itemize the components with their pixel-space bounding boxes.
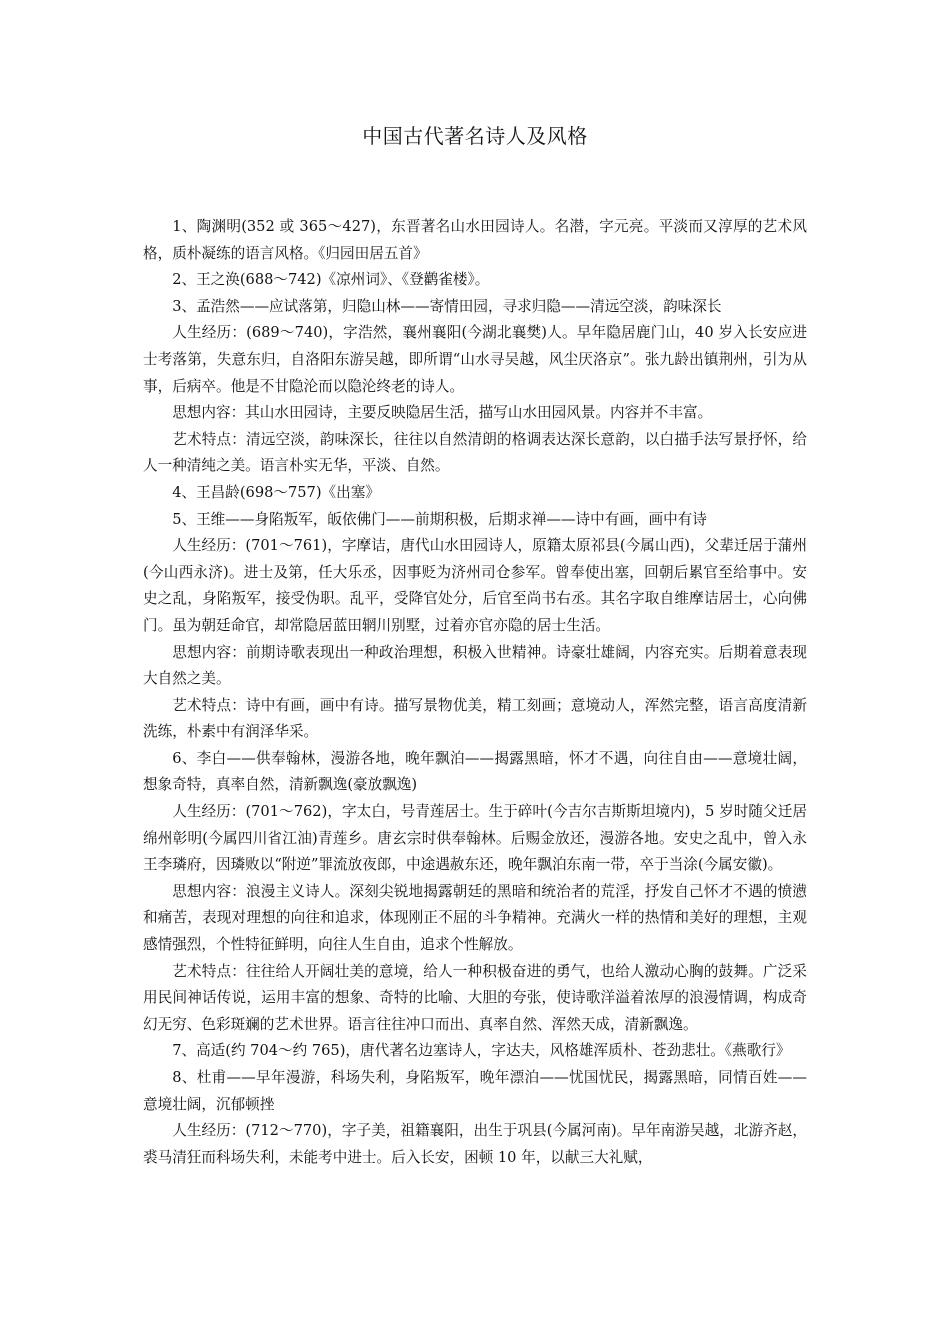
- document-body: [143, 214, 807, 1171]
- paragraph: 思想内容：前期诗歌表现出一种政治理想，积极入世精神。诗豪壮雄阔，内容充实。后期着意表现大自然之美。: [143, 643, 807, 688]
- paragraph: 人生经历：(712～770)，字子美，祖籍襄阳，出生于巩县(今属河南)。早年南游吴越，北游齐赵，裘马清狂而科场失利，未能考中进士。后入长安，困顿 10 年，以献三大礼赋，: [143, 1122, 807, 1166]
- paragraph: 8、杜甫——早年漫游，科场失利，身陷叛军，晚年漂泊——忧国忧民，揭露黑暗，同情百姓——意境壮阔，沉郁顿挫: [143, 1069, 807, 1113]
- paragraph: 思想内容：其山水田园诗，主要反映隐居生活，描写山水田园风景。内容并不丰富。: [172, 404, 713, 422]
- paragraph: 思想内容：浪漫主义诗人。深刻尖锐地揭露朝廷的黑暗和统治者的荒淫，抒发自己怀才不遇的愤懑和痛苦，表现对理想的向往和追求，体现刚正不屈的斗争精神。充满火一样的热情和美好的理想，主观感情强烈，个性特征鲜明，向往人生自由，追求个性解放。: [143, 882, 807, 954]
- paragraph: 艺术特点：诗中有画，画中有诗。描写景物优美，精工刻画；意境动人，浑然完整，语言高度清新洗练，朴素中有润泽华采。: [143, 696, 807, 741]
- paragraph: 7、高适(约 704～约 765)，唐代著名边塞诗人，字达夫，风格雄浑质朴、苍劲悲壮。《燕歌行》: [172, 1042, 791, 1060]
- paragraph: 人生经历：(701～761)，字摩诘，唐代山水田园诗人，原籍太原祁县(今属山西)，父辈迁居于蒲州(今山西永济)。进士及第，任大乐丞，因事贬为济州司仓参军。曾奉使出塞，回朝后累官至给事中。安史之乱，身陷叛军，接受伪职。乱平，受降官处分，后官至尚书右丞。其名字取自维摩诘居士，心向佛门。虽为朝廷命官，却常隐居蓝田辋川别墅，过着亦官亦隐的居士生活。: [143, 537, 807, 634]
- paragraph: 4、王昌龄(698～757)《出塞》: [172, 483, 380, 501]
- paragraph: 3、孟浩然——应试落第，归隐山林——寄情田园，寻求归隐——清远空淡，韵味深长: [172, 297, 722, 315]
- paragraph: 5、王维——身陷叛军，皈依佛门——前期积极，后期求禅——诗中有画，画中有诗: [172, 510, 707, 528]
- paragraph: 1、陶渊明(352 或 365～427)，东晋著名山水田园诗人。名潜，字元亮。平淡而又淳厚的艺术风格，质朴凝练的语言风格。《归园田居五首》: [143, 218, 807, 262]
- paragraph: 艺术特点：清远空淡，韵味深长，往往以自然清朗的格调表达深长意韵，以白描手法写景抒怀，给人一种清纯之美。语言朴实无华，平淡、自然。: [143, 430, 807, 475]
- paragraph: 6、李白——供奉翰林，漫游各地，晚年飘泊——揭露黑暗，怀才不遇，向往自由——意境壮阔，想象奇特，真率自然，清新飘逸(豪放飘逸): [143, 749, 807, 794]
- paragraph: 艺术特点：往往给人开阔壮美的意境，给人一种积极奋进的勇气，也给人激动心胸的鼓舞。广泛采用民间神话传说，运用丰富的想象、奇特的比喻、大胆的夸张，使诗歌洋溢着浓厚的浪漫情调，构成奇幻无穷、色彩斑斓的艺术世界。语言往往冲口而出、真率自然、浑然天成，清新飘逸。: [143, 962, 807, 1033]
- paragraph: 2、王之涣(688～742)《凉州词》、《登鹳雀楼》。: [172, 271, 490, 289]
- paragraph: 人生经历：(689～740)，字浩然，襄州襄阳(今湖北襄樊)人。早年隐居鹿门山，40 岁入长安应进士考落第，失意东归，自洛阳东游吴越，即所谓“山水寻吴越，风尘厌洛京”。张九龄出镇荆州，引为从事，后病卒。他是不甘隐沦而以隐沦终老的诗人。: [143, 324, 807, 395]
- paragraph: 人生经历：(701～762)，字太白，号青莲居士。生于碎叶(今吉尔吉斯斯坦境内)，5 岁时随父迁居绵州彰明(今属四川省江油)青莲乡。唐玄宗时供奉翰林。后赐金放还，漫游各地。安史之乱中，曾入永王李璘府，因璘败以“附逆”罪流放夜郎，中途遇赦东还，晚年飘泊东南一带，卒于当涂(今属安徽)。: [143, 803, 807, 874]
- document-title: 中国古代著名诗人及风格: [362, 124, 588, 148]
